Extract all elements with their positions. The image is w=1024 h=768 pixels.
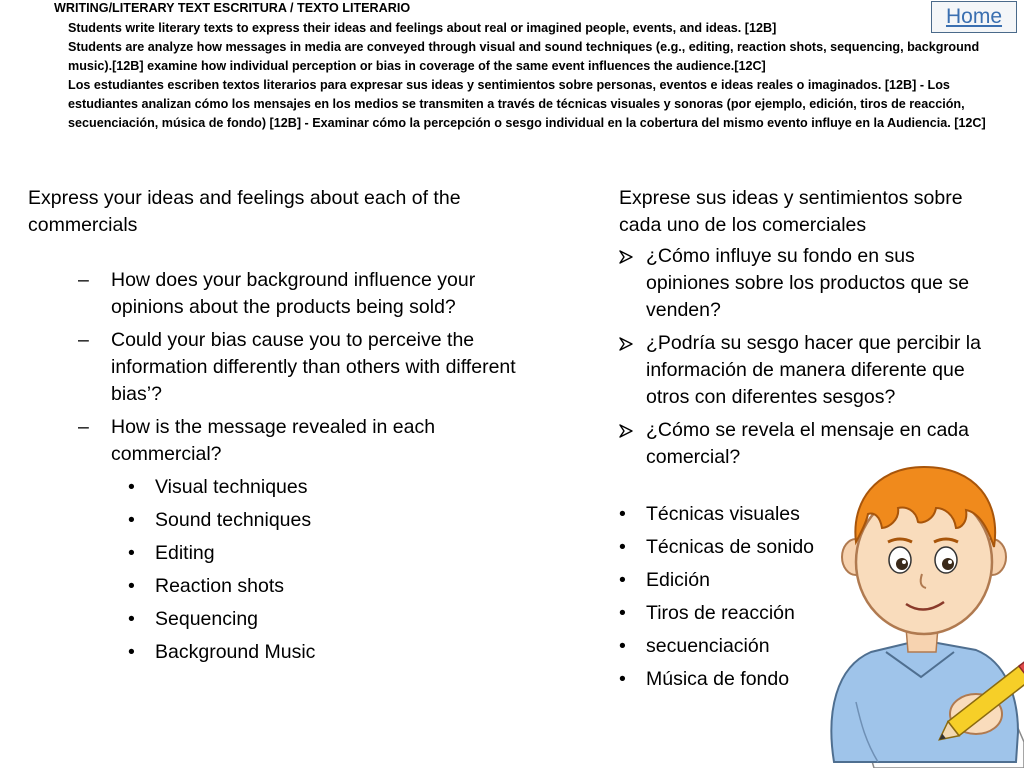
english-intro: Express your ideas and feelings about each of the commercials — [28, 187, 461, 236]
technique-text: Sequencing — [155, 608, 259, 630]
dash-marker: – — [78, 416, 89, 438]
list-item — [128, 573, 548, 600]
bullet-marker: • — [619, 536, 626, 558]
technique-text: secuenciación — [646, 635, 770, 657]
technique-text: Música de fondo — [646, 668, 790, 690]
bullet-marker: • — [128, 575, 135, 597]
technique-text: Background Music — [155, 641, 316, 663]
bullet-marker: • — [619, 635, 626, 657]
bullet-marker: • — [619, 569, 626, 591]
technique-text: Técnicas de sonido — [646, 536, 815, 558]
bullet-marker: • — [128, 476, 135, 498]
standard-line: Students are analyze how messages in media are conveyed through visual and sound techniques (e.g., editing, reaction shots, sequencing, background music).[12B] examine how individual perception or bias in coverage of the same event influences the audience.[12C] — [68, 40, 980, 73]
technique-text: Tiros de reacción — [646, 602, 795, 624]
header-title: WRITING/LITERARY TEXT ESCRITURA / TEXTO LITERARIO — [54, 1, 411, 15]
dash-marker: – — [78, 269, 89, 291]
list-item — [128, 540, 548, 567]
boy-writing-icon — [826, 462, 1024, 768]
bullet-marker: • — [619, 602, 626, 624]
question-text: ¿Cómo influye su fondo en sus opiniones sobre los productos que se venden? — [646, 245, 970, 321]
list-item — [128, 507, 548, 534]
bullet-marker: • — [128, 509, 135, 531]
question-text: ¿Podría su sesgo hacer que percibir la información de manera diferente que otros con diferentes sesgos? — [646, 332, 981, 408]
english-question-list — [28, 267, 548, 468]
standard-line: Students write literary texts to express their ideas and feelings about real or imagined people, events, and ideas. [12B] — [68, 21, 777, 35]
technique-text: Visual techniques — [155, 476, 308, 498]
arrow-bullet-icon — [619, 250, 635, 264]
standard-line: Los estudiantes escriben textos literarios para expresar sus ideas y sentimientos sobre personas, eventos e ideas reales o imaginados. [12B] - Los estudiantes analizan cómo los mensajes en los medios se transmiten a través de técnicas visuales y sonoras (por ejemplo, edición, tiros de reacción, secuenciación, música de fondo) [12B] - Examinar cómo la percepción o sesgo individual en la cobertura del mismo evento influye en la Audiencia. [12C] — [68, 78, 986, 130]
list-item — [619, 330, 999, 411]
english-column — [28, 185, 548, 672]
technique-text: Editing — [155, 542, 215, 564]
list-item — [28, 327, 548, 408]
dash-marker: – — [78, 329, 89, 351]
header-standards — [68, 19, 1018, 133]
bullet-marker: • — [128, 608, 135, 630]
bullet-marker: • — [128, 641, 135, 663]
arrow-bullet-icon — [619, 424, 635, 438]
list-item — [28, 267, 548, 321]
technique-text: Sound techniques — [155, 509, 312, 531]
bullet-marker: • — [619, 503, 626, 525]
question-text: How is the message revealed in each commercial? — [111, 416, 436, 465]
list-item — [128, 474, 548, 501]
arrow-bullet-icon — [619, 337, 635, 351]
question-text: ¿Cómo se revela el mensaje en cada comercial? — [646, 419, 969, 468]
list-item — [28, 414, 548, 468]
spanish-intro: Exprese sus ideas y sentimientos sobre cada uno de los comerciales — [619, 187, 963, 236]
list-item — [128, 639, 548, 666]
technique-text: Reaction shots — [155, 575, 284, 597]
home-button[interactable]: Home — [931, 1, 1017, 33]
list-item — [619, 243, 999, 324]
spanish-question-list — [619, 243, 999, 471]
english-technique-list — [128, 474, 548, 666]
technique-text: Técnicas visuales — [646, 503, 800, 525]
question-text: Could your bias cause you to perceive the information differently than others with different bias’? — [111, 329, 516, 405]
bullet-marker: • — [128, 542, 135, 564]
bullet-marker: • — [619, 668, 626, 690]
technique-text: Edición — [646, 569, 710, 591]
question-text: How does your background influence your opinions about the products being sold? — [111, 269, 476, 318]
list-item — [128, 606, 548, 633]
